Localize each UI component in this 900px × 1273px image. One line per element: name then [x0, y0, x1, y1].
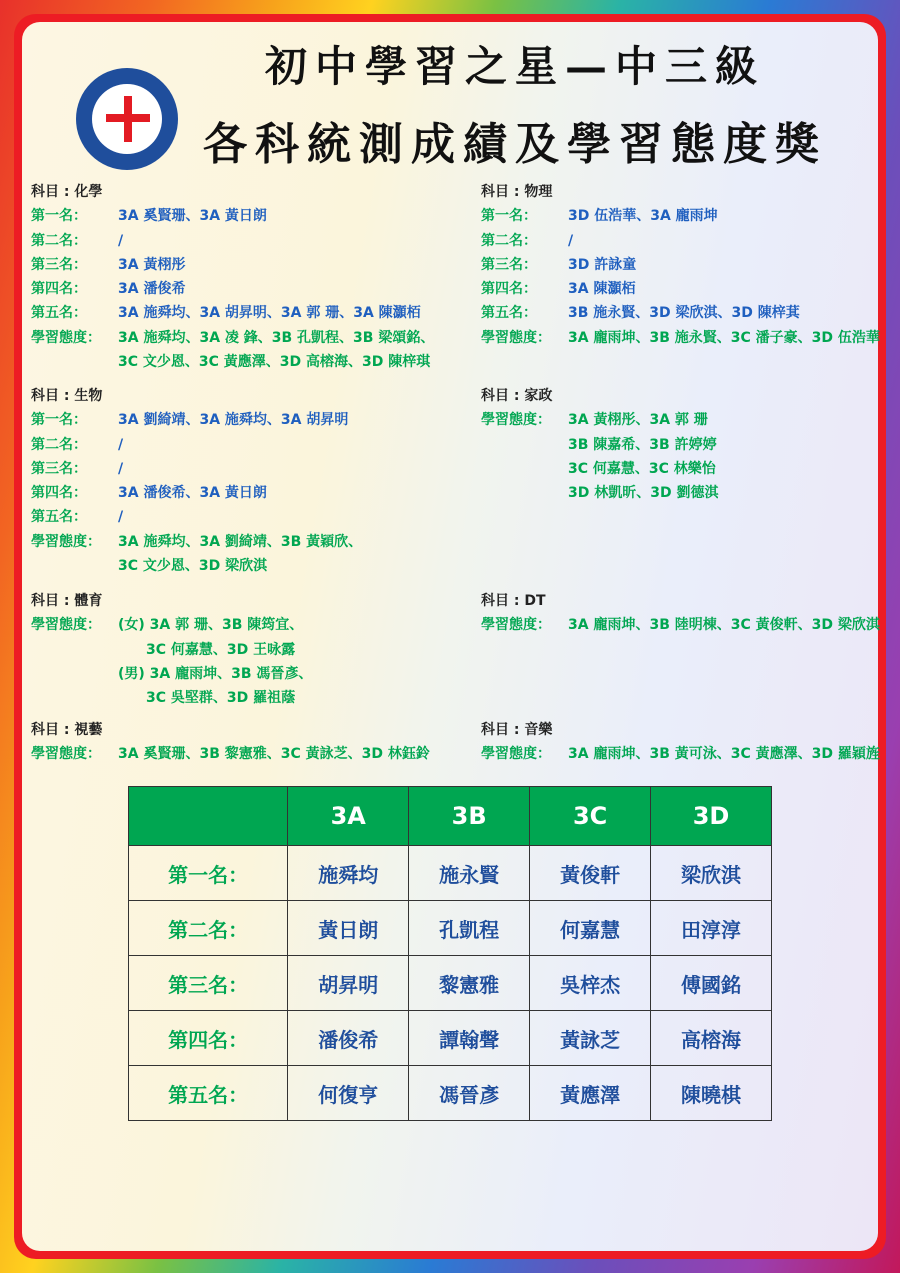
attitude-row	[481, 742, 880, 766]
rank-value: /	[118, 436, 124, 453]
rank-label: 第四名：	[31, 485, 87, 502]
attitude-value: 3A 黃栩彤、3A 郭 珊	[568, 412, 708, 429]
table-row	[129, 1066, 772, 1121]
name-cell: 譚翰聲	[409, 1011, 530, 1066]
attitude-continued: 3C 吳堅群、3D 羅祖蔭	[146, 690, 296, 707]
attitude-continued: 3B 陳嘉希、3B 許婷婷	[568, 436, 717, 453]
rank-row	[31, 481, 362, 505]
section-physics	[481, 180, 880, 350]
name-cell: 吳梓杰	[530, 956, 651, 1011]
section-visual-arts	[31, 718, 430, 767]
name-cell: 何復亨	[288, 1066, 409, 1121]
name-cell: 陳曉棋	[651, 1066, 772, 1121]
header-cell	[129, 787, 288, 846]
attitude-label: 學習態度：	[31, 533, 101, 550]
rank-value: 3A 黃栩彤	[118, 256, 186, 273]
rank-value: /	[568, 232, 574, 249]
name-cell: 孔凱程	[409, 901, 530, 956]
rank-value: 3D 許詠童	[568, 256, 637, 273]
attitude-row	[31, 742, 430, 766]
attitude-value: (女) 3A 郭 珊、3B 陳筠宜、	[118, 617, 304, 634]
rank-label: 第一名：	[31, 208, 87, 225]
name-cell: 黃詠芝	[530, 1011, 651, 1066]
header-cell: 3C	[530, 787, 651, 846]
rank-row	[31, 253, 434, 277]
table-row	[129, 901, 772, 956]
rank-label: 第三名：	[31, 460, 87, 477]
attitude-label: 學習態度：	[31, 617, 101, 634]
rank-label: 第五名：	[31, 509, 87, 526]
rank-value: /	[118, 232, 124, 249]
section-head: 科目 : 音樂	[481, 722, 553, 738]
attitude-row	[481, 326, 880, 350]
ranking-table	[128, 786, 772, 1121]
section-biology	[31, 384, 362, 578]
table-row	[129, 1011, 772, 1066]
name-cell: 施舜均	[288, 846, 409, 901]
name-cell: 田淳淳	[651, 901, 772, 956]
rank-row	[31, 301, 434, 325]
section-head: 科目 : 體育	[31, 593, 103, 609]
rank-row	[31, 204, 434, 228]
rank-label: 第五名：	[481, 305, 537, 322]
section-music	[481, 718, 880, 767]
rank-label: 第二名：	[481, 232, 537, 249]
attitude-label: 學習態度：	[481, 329, 551, 346]
attitude-continued: 3C 文少恩、3D 梁欣淇	[118, 558, 268, 575]
name-cell: 黃俊軒	[530, 846, 651, 901]
rank-label: 第五名：	[31, 305, 87, 322]
rank-row	[481, 277, 880, 301]
header-cell: 3A	[288, 787, 409, 846]
attitude-continued: 3D 林凱昕、3D 劉德淇	[568, 485, 719, 502]
attitude-value: 3A 施舜均、3A 劉綺靖、3B 黃穎欣、	[118, 533, 363, 550]
rank-row	[481, 204, 880, 228]
attitude-value: 3A 龐雨坤、3B 黃可泳、3C 黃應澤、3D 羅穎旌	[568, 746, 880, 763]
rank-value: /	[118, 509, 124, 526]
rank-value: 3A 潘俊希	[118, 281, 186, 298]
poster-subtitle: 各科統測成績及學習態度獎	[203, 119, 827, 170]
rank-value: 3A 潘俊希、3A 黃日朗	[118, 485, 267, 502]
rank-cell: 第五名：	[129, 1066, 288, 1121]
attitude-continued: 3C 何嘉慧、3C 林樂怡	[568, 460, 716, 477]
name-cell: 黎憲雅	[409, 956, 530, 1011]
rank-row	[31, 408, 362, 432]
rank-value: 3B 施永賢、3D 梁欣淇、3D 陳梓萁	[568, 305, 800, 322]
rank-cell: 第二名：	[129, 901, 288, 956]
table-row	[129, 956, 772, 1011]
attitude-value: 3A 奚賢珊、3B 黎憲雅、3C 黃詠芝、3D 林鈺鈴	[118, 746, 430, 763]
poster-title: 初中學習之星—中三級	[264, 42, 765, 91]
rank-row	[31, 505, 362, 529]
section-home-economics	[481, 384, 718, 505]
attitude-row	[481, 408, 718, 432]
attitude-continued: 3C 文少恩、3C 黃應澤、3D 高榕海、3D 陳梓琪	[118, 354, 431, 371]
section-head: 科目 : 家政	[481, 388, 553, 404]
attitude-value: 3A 龐雨坤、3B 陸明棟、3C 黃俊軒、3D 梁欣淇	[568, 617, 880, 634]
attitude-row	[31, 613, 312, 637]
rank-cell: 第四名：	[129, 1011, 288, 1066]
rank-row	[481, 301, 880, 325]
rank-label: 第三名：	[481, 256, 537, 273]
rank-label: 第二名：	[31, 436, 87, 453]
attitude-value: 3A 施舜均、3A 凌 鋒、3B 孔凱程、3B 梁頌銘、	[118, 329, 435, 346]
section-head: 科目 : 化學	[31, 184, 103, 200]
section-pe	[31, 589, 312, 710]
attitude-label: 學習態度：	[31, 329, 101, 346]
name-cell: 黃日朗	[288, 901, 409, 956]
attitude-value: 3A 龐雨坤、3B 施永賢、3C 潘子豪、3D 伍浩華	[568, 329, 880, 346]
rank-label: 第一名：	[481, 208, 537, 225]
table-header-row	[129, 787, 772, 846]
section-head: 科目 : 生物	[31, 388, 103, 404]
header-cell: 3D	[651, 787, 772, 846]
section-head: 科目 : 物理	[481, 184, 553, 200]
name-cell: 何嘉慧	[530, 901, 651, 956]
rank-label: 第三名：	[31, 256, 87, 273]
section-head: 科目 : DT	[481, 593, 546, 609]
school-logo	[76, 68, 178, 170]
rank-row	[481, 253, 880, 277]
attitude-continued: (男) 3A 龐雨坤、3B 馮晉彥、	[118, 665, 313, 682]
rank-value: 3D 伍浩華、3A 龐雨坤	[568, 208, 718, 225]
attitude-label: 學習態度：	[31, 746, 101, 763]
attitude-label: 學習態度：	[481, 412, 551, 429]
header-cell: 3B	[409, 787, 530, 846]
rank-value: 3A 奚賢珊、3A 黃日朗	[118, 208, 267, 225]
rank-row	[31, 433, 362, 457]
name-cell: 馮晉彥	[409, 1066, 530, 1121]
attitude-label: 學習態度：	[481, 617, 551, 634]
rank-label: 第二名：	[31, 232, 87, 249]
name-cell: 高榕海	[651, 1011, 772, 1066]
name-cell: 潘俊希	[288, 1011, 409, 1066]
rank-label: 第一名：	[31, 412, 87, 429]
section-head: 科目 : 視藝	[31, 722, 103, 738]
rank-row	[31, 277, 434, 301]
rank-value: 3A 劉綺靖、3A 施舜均、3A 胡昇明	[118, 412, 349, 429]
rank-value: 3A 陳灝栢	[568, 281, 636, 298]
section-chemistry	[31, 180, 434, 374]
attitude-continued: 3C 何嘉慧、3D 王咏露	[146, 641, 296, 658]
rank-cell: 第三名：	[129, 956, 288, 1011]
rank-value: 3A 施舜均、3A 胡昇明、3A 郭 珊、3A 陳灝栢	[118, 305, 421, 322]
rank-label: 第四名：	[481, 281, 537, 298]
section-dt	[481, 589, 880, 638]
rank-row	[31, 229, 434, 253]
rank-label: 第四名：	[31, 281, 87, 298]
name-cell: 黃應澤	[530, 1066, 651, 1121]
attitude-row	[481, 613, 880, 637]
table-row	[129, 846, 772, 901]
attitude-row	[31, 326, 434, 350]
attitude-label: 學習態度：	[481, 746, 551, 763]
name-cell: 傅國銘	[651, 956, 772, 1011]
name-cell: 胡昇明	[288, 956, 409, 1011]
name-cell: 梁欣淇	[651, 846, 772, 901]
rank-value: /	[118, 460, 124, 477]
rank-row	[31, 457, 362, 481]
rank-cell: 第一名：	[129, 846, 288, 901]
attitude-row	[31, 530, 362, 554]
rank-row	[481, 229, 880, 253]
red-cross-bar	[106, 114, 150, 122]
name-cell: 施永賢	[409, 846, 530, 901]
